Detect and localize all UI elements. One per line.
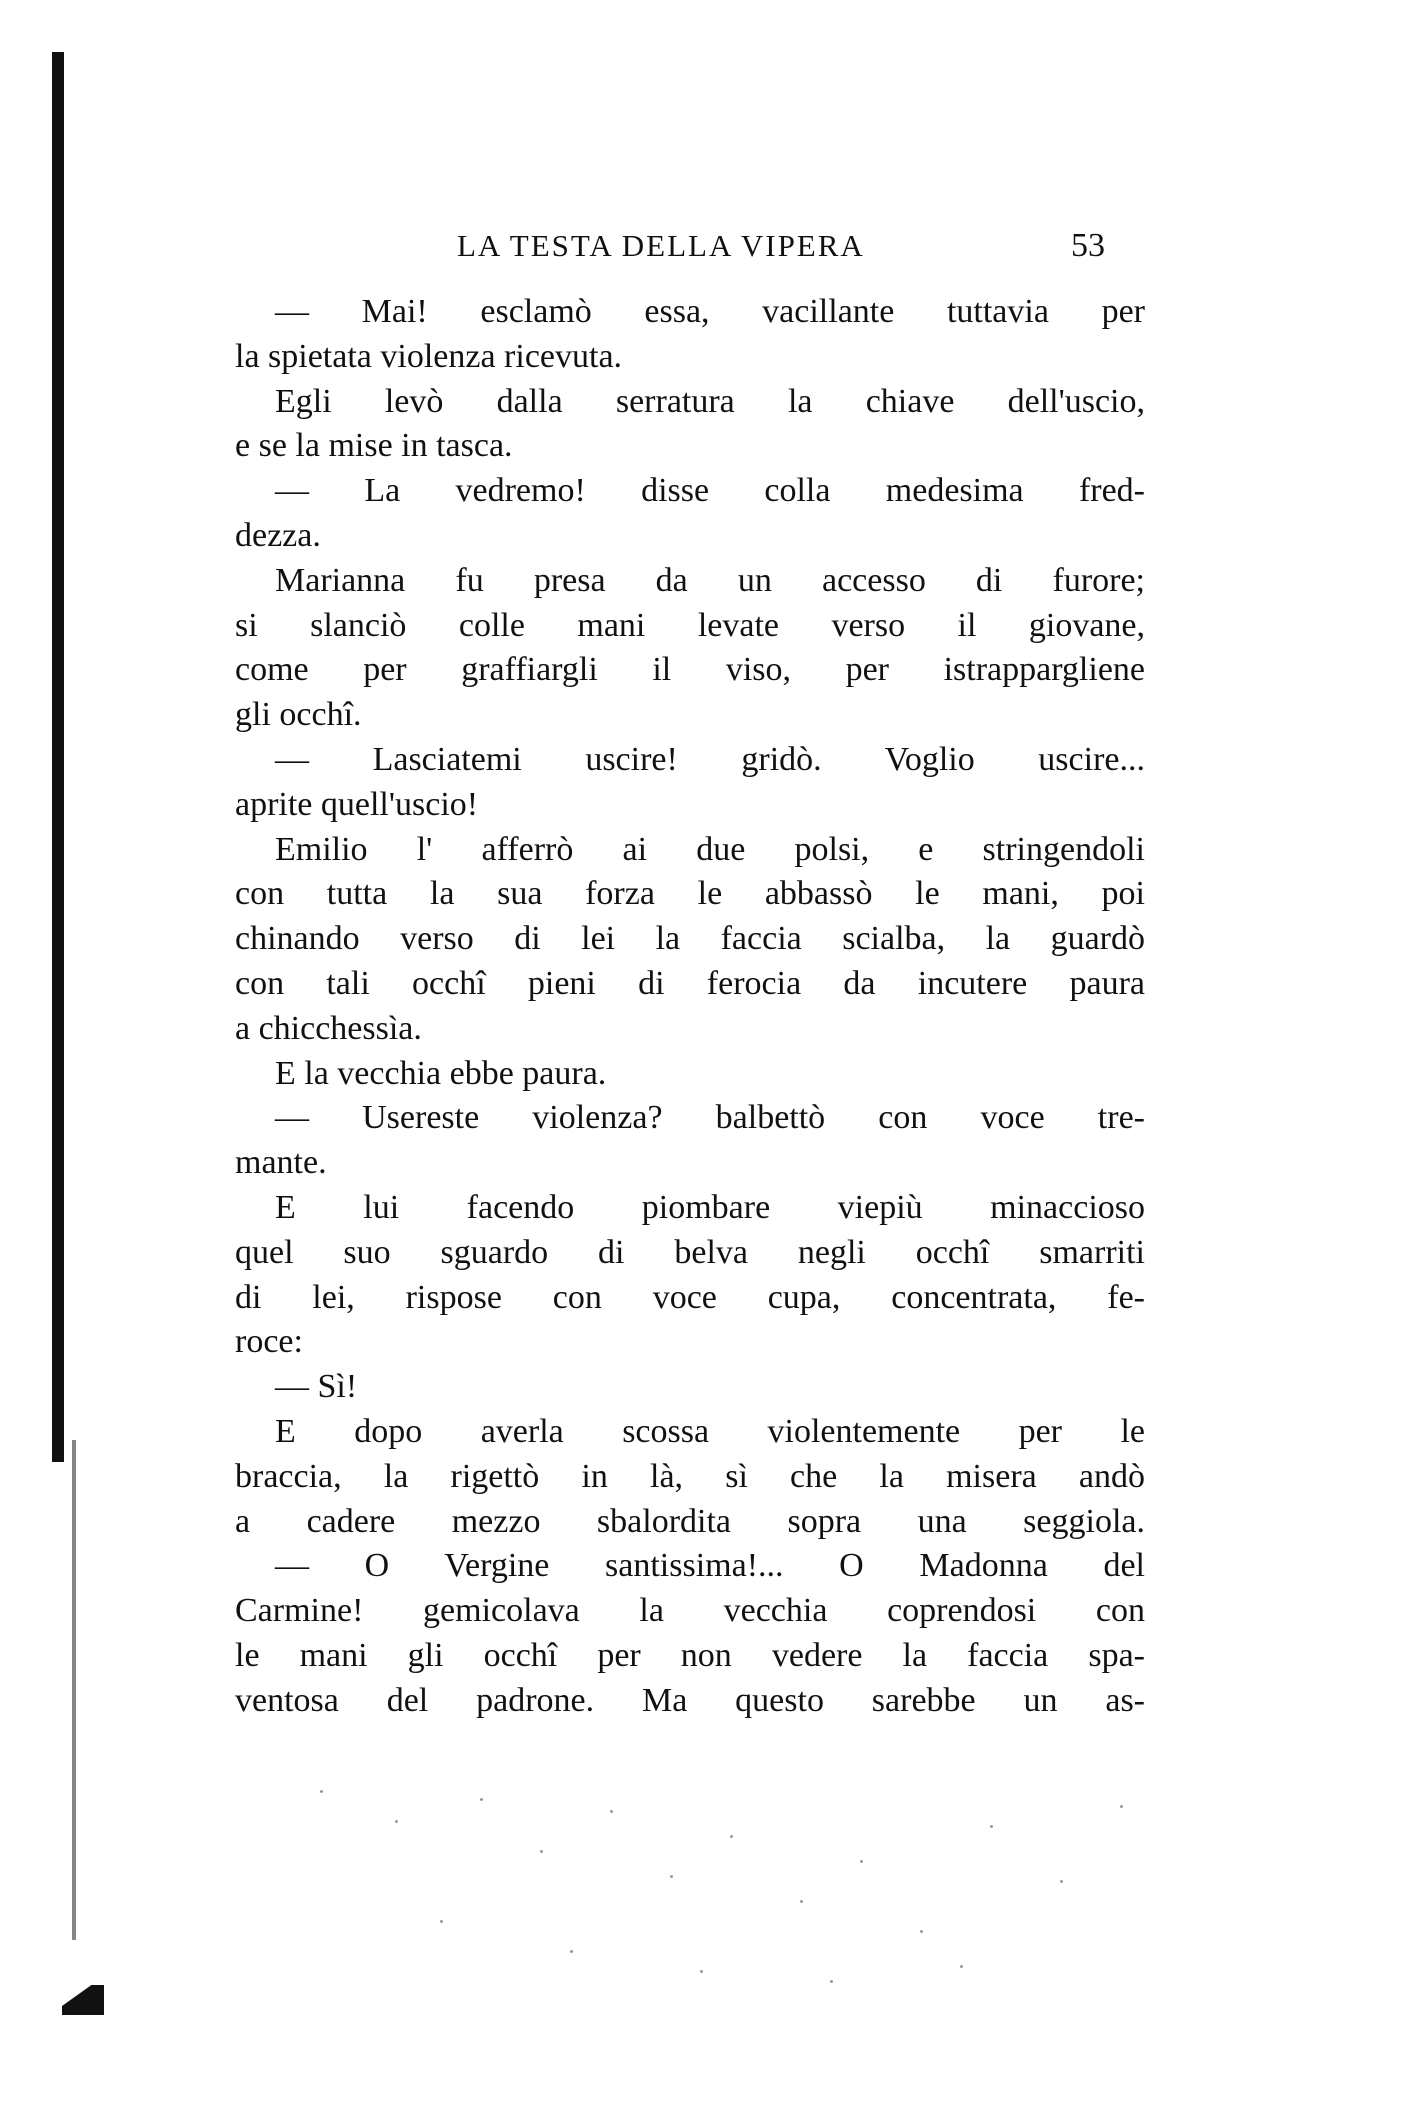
text-line: chinando verso di lei la faccia scialba, la guardò [235, 920, 1145, 958]
body-text [235, 290, 1145, 1724]
bleed-through-speckles [300, 1780, 1160, 2000]
text-line: a cadere mezzo sbalordita sopra una seggiola. [235, 1502, 1145, 1540]
text-line: braccia, la rigettò in là, sì che la misera andò [235, 1457, 1145, 1495]
text-line: — Mai! esclamò essa, vacillante tuttavia per [275, 293, 1145, 330]
text-line: le mani gli occhî per non vedere la faccia spa- [235, 1636, 1145, 1674]
text-line: aprite quell'uscio! [235, 785, 479, 823]
text-line: Marianna fu presa da un accesso di furore; [275, 561, 1145, 599]
text-line: quel suo sguardo di belva negli occhî smarriti [235, 1233, 1145, 1271]
text-line: mante. [235, 1144, 327, 1182]
text-line: Egli levò dalla serratura la chiave dell'uscio, [275, 382, 1145, 420]
page-number: 53 [1071, 227, 1105, 264]
text-line: — Sì! [275, 1368, 358, 1406]
text-line: — La vedremo! disse colla medesima fred- [275, 472, 1145, 510]
binding-edge [52, 52, 64, 1462]
binding-edge-shadow [72, 1440, 76, 1940]
text-line: ventosa del padrone. Ma questo sarebbe un as- [235, 1681, 1145, 1719]
text-line: con tali occhî pieni di ferocia da incutere paura [235, 964, 1145, 1002]
text-line: e se la mise in tasca. [235, 427, 513, 465]
text-line: E la vecchia ebbe paura. [275, 1054, 607, 1092]
running-title: LA TESTA DELLA VIPERA [457, 228, 865, 263]
text-line: roce: [235, 1323, 303, 1361]
text-line: Emilio l' afferrò ai due polsi, e stringendoli [275, 830, 1145, 868]
text-line: come per graffiargli il viso, per istrappargliene [235, 651, 1145, 689]
text-line: E lui facendo piombare viepiù minaccioso [275, 1188, 1145, 1226]
text-line: — Lasciatemi uscire! gridò. Voglio uscire... [275, 740, 1145, 778]
text-line: Carmine! gemicolava la vecchia coprendosi con [235, 1592, 1145, 1630]
binding-foot-mark [62, 1985, 104, 2015]
text-line: — O Vergine santissima!... O Madonna del [275, 1547, 1145, 1585]
text-line: a chicchessìa. [235, 1009, 422, 1047]
text-line: di lei, rispose con voce cupa, concentrata, fe- [235, 1278, 1145, 1316]
text-line: la spietata violenza ricevuta. [235, 337, 623, 375]
text-line: — Usereste violenza? balbettò con voce tre- [275, 1099, 1145, 1137]
running-head [235, 222, 1105, 270]
text-line: E dopo averla scossa violentemente per le [275, 1412, 1145, 1450]
text-line: con tutta la sua forza le abbassò le mani, poi [235, 875, 1145, 913]
text-line: si slanciò colle mani levate verso il giovane, [235, 606, 1145, 644]
text-line: gli occhî. [235, 696, 362, 734]
text-line: dezza. [235, 516, 321, 554]
